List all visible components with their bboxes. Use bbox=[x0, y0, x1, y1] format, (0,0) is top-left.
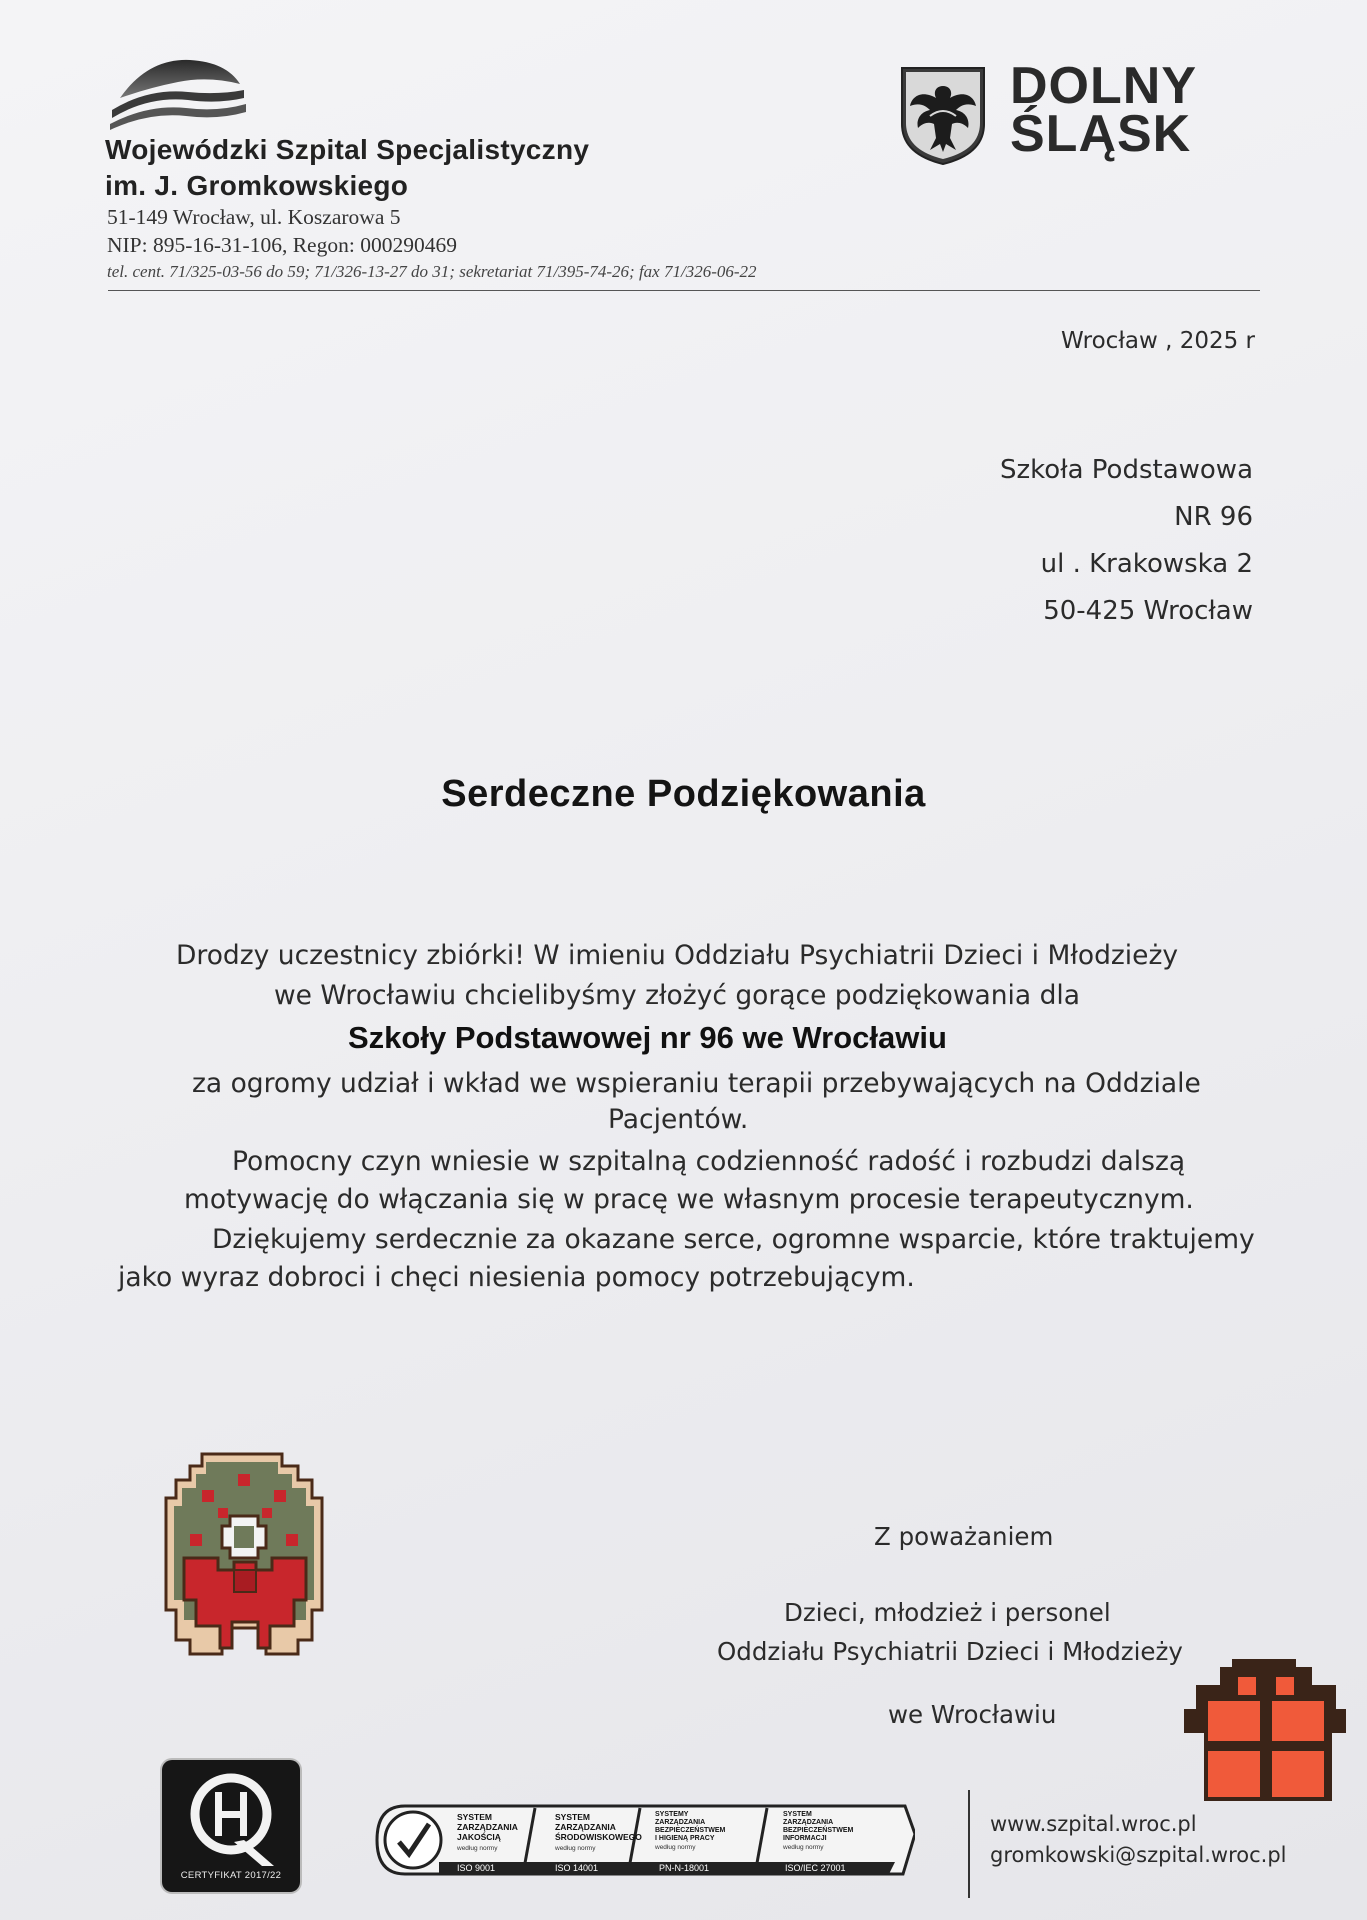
svg-text:BEZPIECZEŃSTWEM: BEZPIECZEŃSTWEM bbox=[783, 1827, 854, 1834]
svg-text:SYSTEM: SYSTEM bbox=[783, 1811, 812, 1818]
svg-text:ZARZĄDZANIA: ZARZĄDZANIA bbox=[457, 1822, 518, 1832]
svg-text:SYSTEM: SYSTEM bbox=[457, 1812, 492, 1822]
svg-text:INFORMACJI: INFORMACJI bbox=[783, 1835, 827, 1842]
svg-text:ŚRODOWISKOWEGO: ŚRODOWISKOWEGO bbox=[555, 1832, 642, 1842]
region-name-line1: DOLNY bbox=[1010, 57, 1197, 115]
iso-norm: ISO/IEC 27001 bbox=[785, 1863, 846, 1873]
letter-title: Serdeczne Podziękowania bbox=[441, 773, 926, 815]
hospital-name-line1: Wojewódzki Szpital Specjalistyczny bbox=[105, 134, 590, 165]
region-name bbox=[1010, 57, 1197, 163]
hospital-name bbox=[105, 132, 589, 204]
body-line: za ogromy udział i wkład we wspieraniu terapii przebywających na Oddziale bbox=[192, 1068, 1201, 1099]
body-school-name: Szkoły Podstawowej nr 96 we Wrocławiu bbox=[348, 1020, 947, 1055]
hospital-phone-numbers: tel. cent. 71/325-03-56 do 59; 71/326-13-27 do 31; sekretariat 71/395-74-26; fax 71/326-06-22 bbox=[107, 262, 757, 281]
hospital-tax-ids: NIP: 895-16-31-106, Regon: 000290469 bbox=[107, 233, 457, 257]
body-line: Drodzy uczestnicy zbiórki! W imieniu Oddziału Psychiatrii Dzieci i Młodzieży bbox=[176, 940, 1179, 971]
quality-certificate-badge bbox=[162, 1760, 300, 1892]
svg-text:JAKOŚCIĄ: JAKOŚCIĄ bbox=[457, 1832, 501, 1842]
header-divider bbox=[108, 290, 1260, 291]
iso-subcaption: według normy bbox=[783, 1844, 824, 1851]
recipient-line: ul . Krakowska 2 bbox=[1040, 549, 1253, 579]
recipient-line: Szkoła Podstawowa bbox=[1000, 455, 1253, 485]
svg-text:SYSTEM: SYSTEM bbox=[555, 1812, 590, 1822]
body-line: motywację do włączania się w pracę we własnym procesie terapeutycznym. bbox=[184, 1184, 1194, 1215]
svg-text:BEZPIECZEŃSTWEM: BEZPIECZEŃSTWEM bbox=[655, 1827, 726, 1834]
iso-subcaption: według normy bbox=[655, 1844, 696, 1851]
signature-line: Dzieci, młodzież i personel bbox=[784, 1598, 1111, 1627]
hospital-email-link[interactable]: gromkowski@szpital.wroc.pl bbox=[990, 1843, 1287, 1867]
body-line: Dziękujemy serdecznie za okazane serce, ogromne wsparcie, które traktujemy bbox=[212, 1224, 1255, 1255]
iso-norm: ISO 9001 bbox=[457, 1863, 496, 1873]
body-line: Pomocny czyn wniesie w szpitalną codzienność radość i rozbudzi dalszą bbox=[232, 1146, 1186, 1177]
gift-box-sticker-icon bbox=[1180, 1655, 1350, 1805]
iso-norm: ISO 14001 bbox=[555, 1863, 599, 1873]
closing-regards: Z poważaniem bbox=[874, 1522, 1054, 1551]
quality-certificate-label: CERTYFIKAT 2017/22 bbox=[180, 1870, 282, 1881]
body-line: jako wyraz dobroci i chęci niesienia pomocy potrzebującym. bbox=[118, 1262, 915, 1293]
hospital-address bbox=[107, 203, 457, 259]
iso-certifications-strip bbox=[375, 1804, 915, 1876]
letter-date: Wrocław , 2025 r bbox=[1060, 328, 1255, 354]
q-certificate-icon bbox=[182, 1768, 280, 1868]
recipient-address-block bbox=[1000, 447, 1253, 635]
iso-subcaption: według normy bbox=[555, 1845, 596, 1852]
body-line: we Wrocławiu chcielibyśmy złożyć gorące podziękowania dla bbox=[274, 980, 1080, 1011]
footer-divider bbox=[968, 1790, 970, 1898]
svg-text:ZARZĄDZANIA: ZARZĄDZANIA bbox=[555, 1822, 616, 1832]
body-line: Pacjentów. bbox=[608, 1104, 749, 1135]
christmas-wreath-sticker-icon bbox=[162, 1450, 327, 1658]
recipient-line: NR 96 bbox=[1174, 502, 1253, 532]
iso-subcaption: według normy bbox=[457, 1845, 498, 1852]
hospital-wave-logo bbox=[108, 58, 248, 130]
hospital-website-link[interactable]: www.szpital.wroc.pl bbox=[990, 1812, 1197, 1836]
silesian-eagle-crest-icon bbox=[900, 66, 986, 166]
signature-line: Oddziału Psychiatrii Dzieci i Młodzieży bbox=[717, 1637, 1183, 1666]
iso-norm: PN-N-18001 bbox=[659, 1863, 710, 1873]
svg-text:ZARZĄDZANIA: ZARZĄDZANIA bbox=[655, 1819, 706, 1826]
svg-text:ZARZĄDZANIA: ZARZĄDZANIA bbox=[783, 1819, 834, 1826]
region-name-line2: ŚLĄSK bbox=[1010, 105, 1192, 163]
hospital-street-address: 51-149 Wrocław, ul. Koszarowa 5 bbox=[107, 205, 401, 229]
signature-line: we Wrocławiu bbox=[888, 1700, 1057, 1729]
hospital-name-line2: im. J. Gromkowskiego bbox=[105, 170, 409, 201]
svg-text:I HIGIENĄ PRACY: I HIGIENĄ PRACY bbox=[655, 1835, 715, 1842]
recipient-line: 50-425 Wrocław bbox=[1043, 596, 1253, 626]
svg-text:SYSTEMY: SYSTEMY bbox=[655, 1811, 689, 1818]
